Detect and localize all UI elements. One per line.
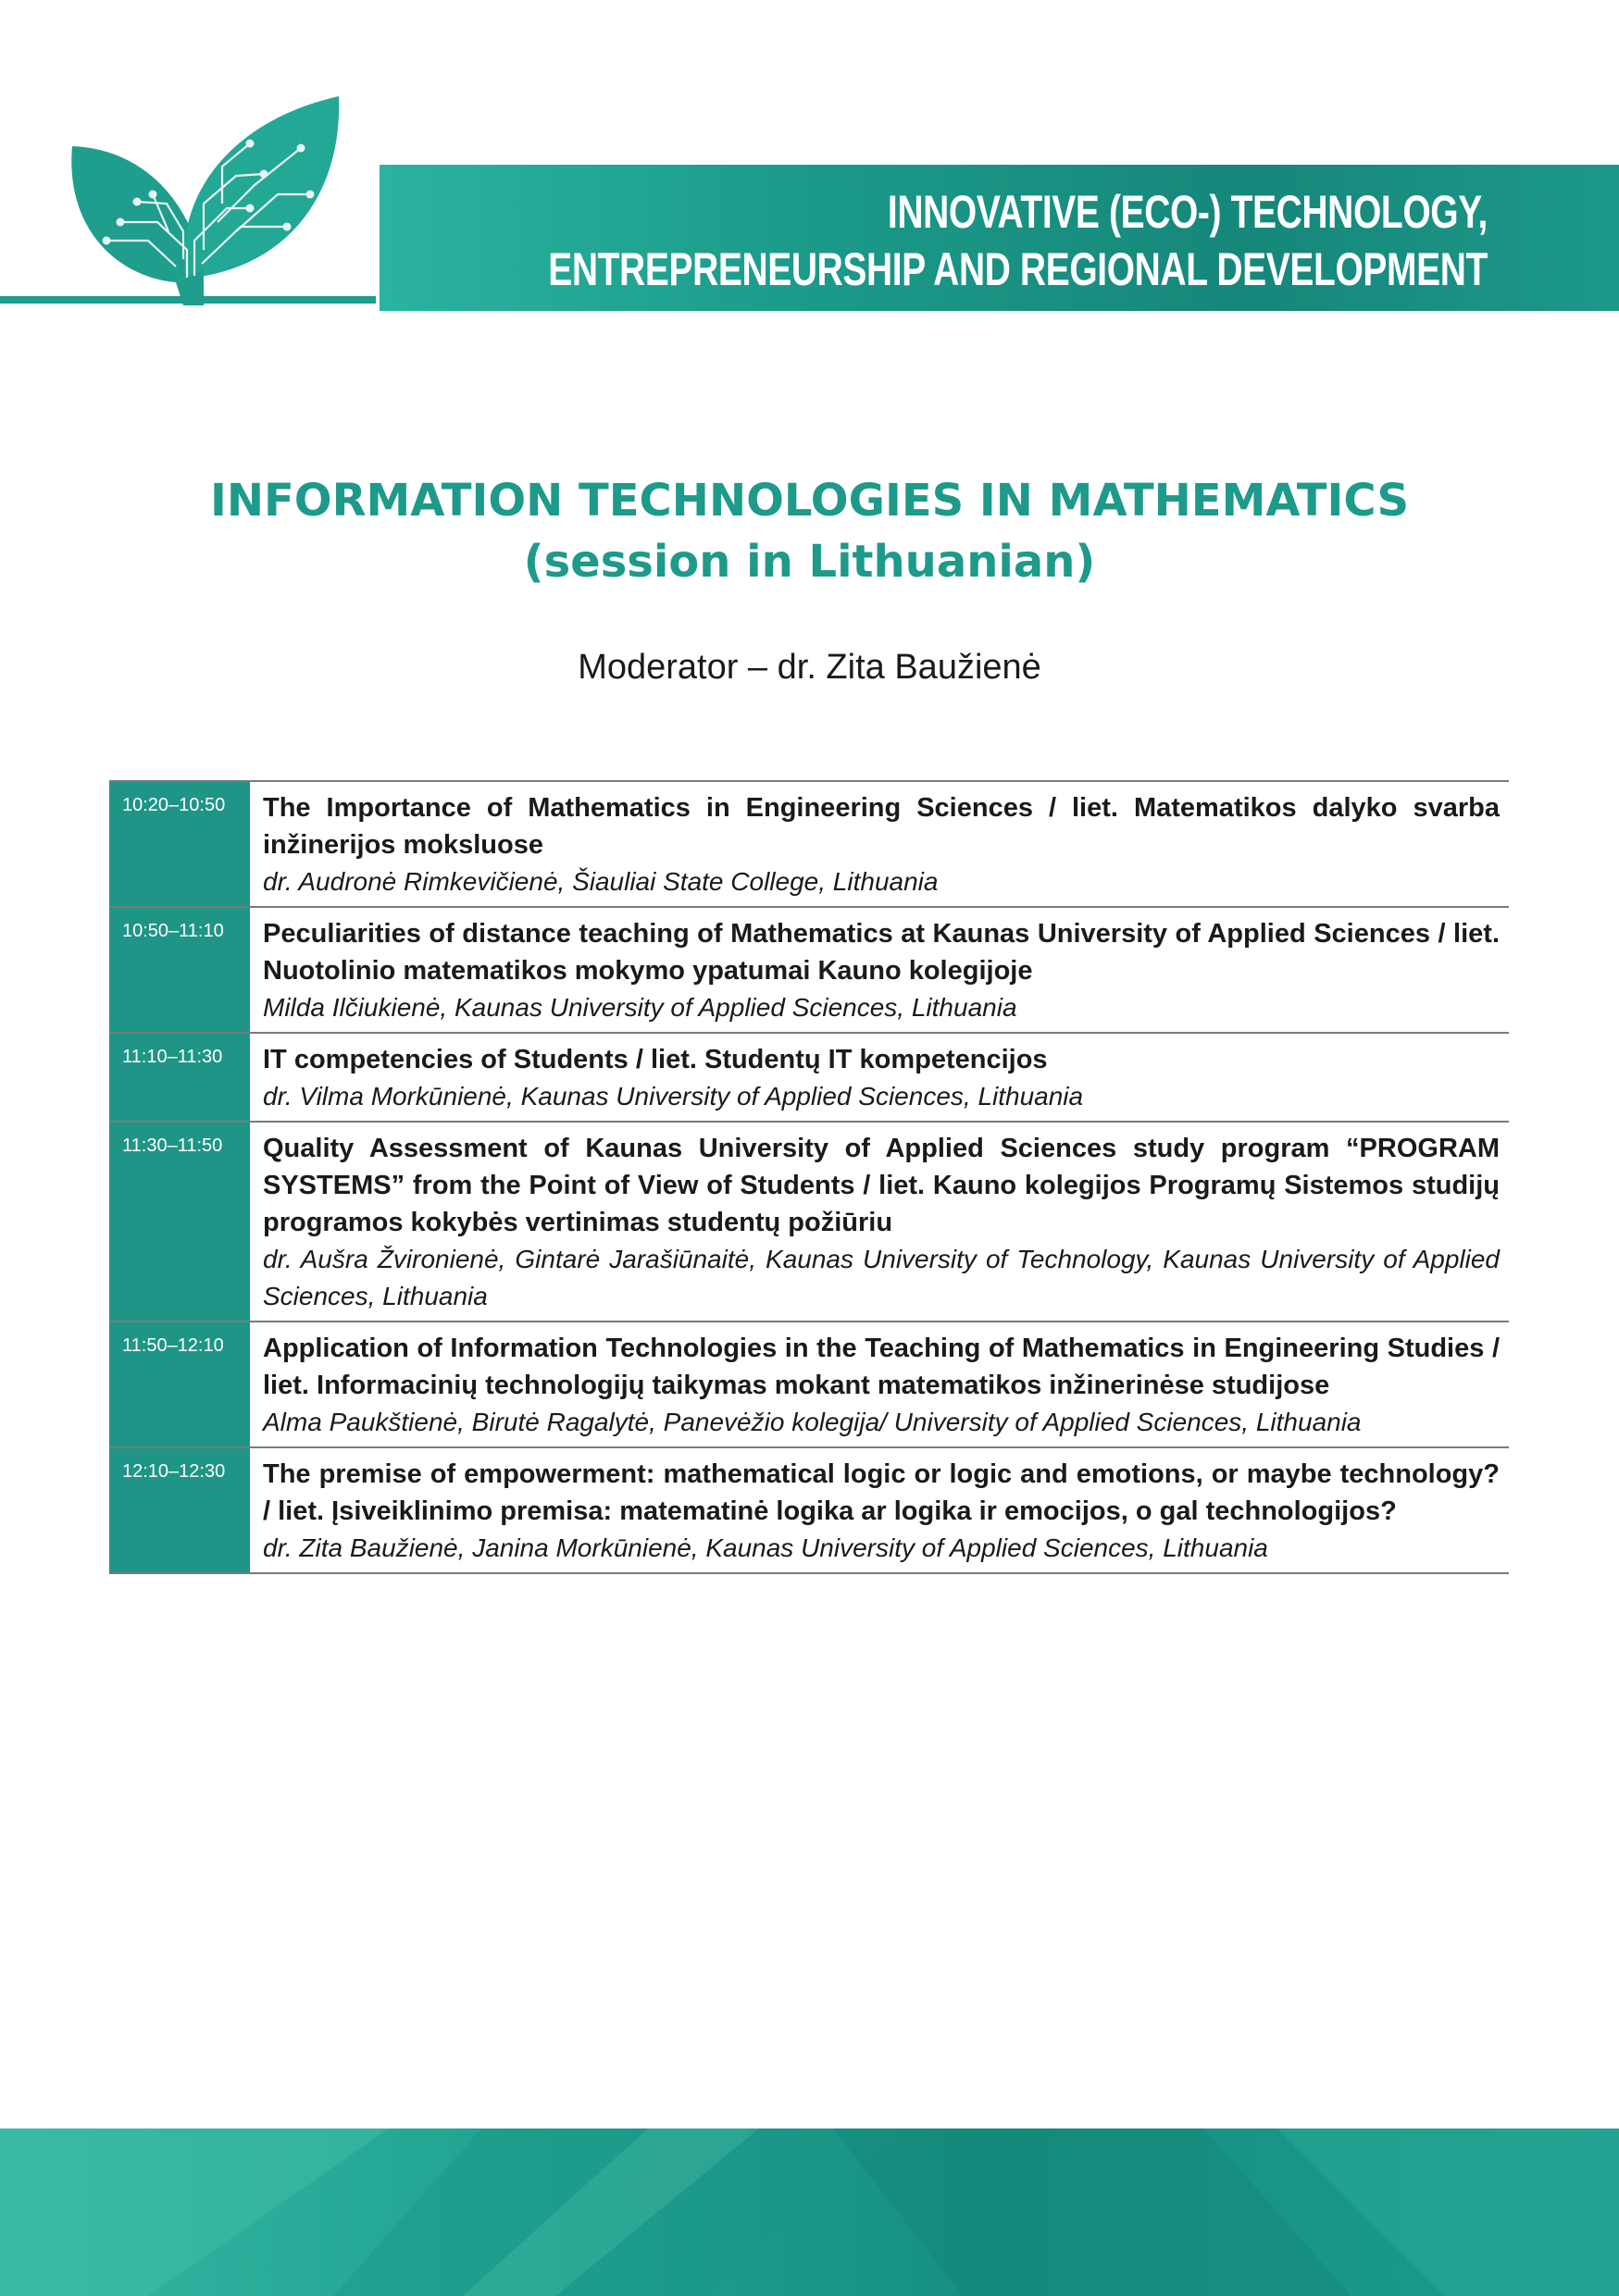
talk-title: Quality Assessment of Kaunas University of Applied Sciences study program “PROGRAM SYSTEMS” from the Point of View of Students / liet. Kauno kolegijos Programų Sistemos studijų programos kokybės vertinimas studentų požiūriu	[263, 1134, 1500, 1237]
footer-band	[0, 2128, 1619, 2296]
table-row	[109, 1121, 1509, 1321]
table-row	[109, 1032, 1509, 1121]
talk-cell	[252, 782, 1509, 906]
conference-title-line2: ENTREPRENEURSHIP AND REGIONAL DEVELOPMENT	[548, 243, 1488, 295]
time-slot: 12:10–12:30	[109, 1448, 252, 1572]
header-band-left-stripe	[0, 296, 376, 304]
footer-pattern-icon	[0, 2128, 1619, 2296]
header-banner	[380, 165, 1619, 311]
talk-authors: Milda Ilčiukienė, Kaunas University of Applied Sciences, Lithuania	[263, 993, 1017, 1022]
time-slot: 11:10–11:30	[109, 1034, 252, 1121]
conference-title	[548, 183, 1488, 298]
talk-title: The premise of empowerment: mathematical logic or logic and emotions, or maybe technology? / liet. Įsiveiklinimo premisa: matematinė logika ar logika ir emocijos, o gal technologijos?	[263, 1459, 1500, 1526]
program-table	[109, 780, 1509, 1574]
moderator: Moderator – dr. Zita Baužienė	[578, 648, 1041, 687]
session-title: INFORMATION TECHNOLOGIES IN MATHEMATICS	[209, 475, 1410, 527]
talk-title: Application of Information Technologies in the Teaching of Mathematics in Engineering Studies / liet. Informacinių technologijų taikymas mokant matematikos inžinerinėse studijose	[263, 1334, 1500, 1400]
talk-cell	[252, 1123, 1509, 1321]
table-row	[109, 1321, 1509, 1446]
conference-title-line1: INNOVATIVE (ECO-) TECHNOLOGY,	[887, 186, 1488, 238]
table-row	[109, 1446, 1509, 1572]
time-slot: 11:50–12:10	[109, 1322, 252, 1446]
talk-cell	[252, 1322, 1509, 1446]
talk-authors: dr. Aušra Žvironienė, Gintarė Jarašiūnaitė, Kaunas University of Technology, Kaunas University of Applied Sciences, Lithuania	[263, 1245, 1500, 1310]
talk-cell	[252, 1034, 1509, 1121]
talk-cell	[252, 908, 1509, 1032]
talk-authors: dr. Vilma Morkūnienė, Kaunas University of Applied Sciences, Lithuania	[263, 1082, 1084, 1111]
table-row	[109, 782, 1509, 906]
session-title-block	[0, 470, 1619, 592]
session-subtitle: (session in Lithuanian)	[523, 536, 1096, 588]
time-slot: 11:30–11:50	[109, 1123, 252, 1321]
talk-authors: Alma Paukštienė, Birutė Ragalytė, Panevėžio kolegija/ University of Applied Sciences, Lithuania	[263, 1408, 1362, 1436]
time-slot: 10:20–10:50	[109, 782, 252, 906]
talk-authors: dr. Audronė Rimkevičienė, Šiauliai State College, Lithuania	[263, 867, 939, 896]
talk-authors: dr. Zita Baužienė, Janina Morkūnienė, Kaunas University of Applied Sciences, Lithuania	[263, 1533, 1268, 1562]
talk-title: Peculiarities of distance teaching of Mathematics at Kaunas University of Applied Sciences / liet. Nuotolinio matematikos mokymo ypatumai Kauno kolegijoje	[263, 919, 1500, 986]
time-slot: 10:50–11:10	[109, 908, 252, 1032]
talk-cell	[252, 1448, 1509, 1572]
talk-title: IT competencies of Students / liet. Studentų IT kompetencijos	[263, 1045, 1048, 1074]
table-row	[109, 906, 1509, 1032]
talk-title: The Importance of Mathematics in Engineering Sciences / liet. Matematikos dalyko svarba inžinerijos moksluose	[263, 793, 1500, 860]
header-band	[0, 165, 1619, 311]
